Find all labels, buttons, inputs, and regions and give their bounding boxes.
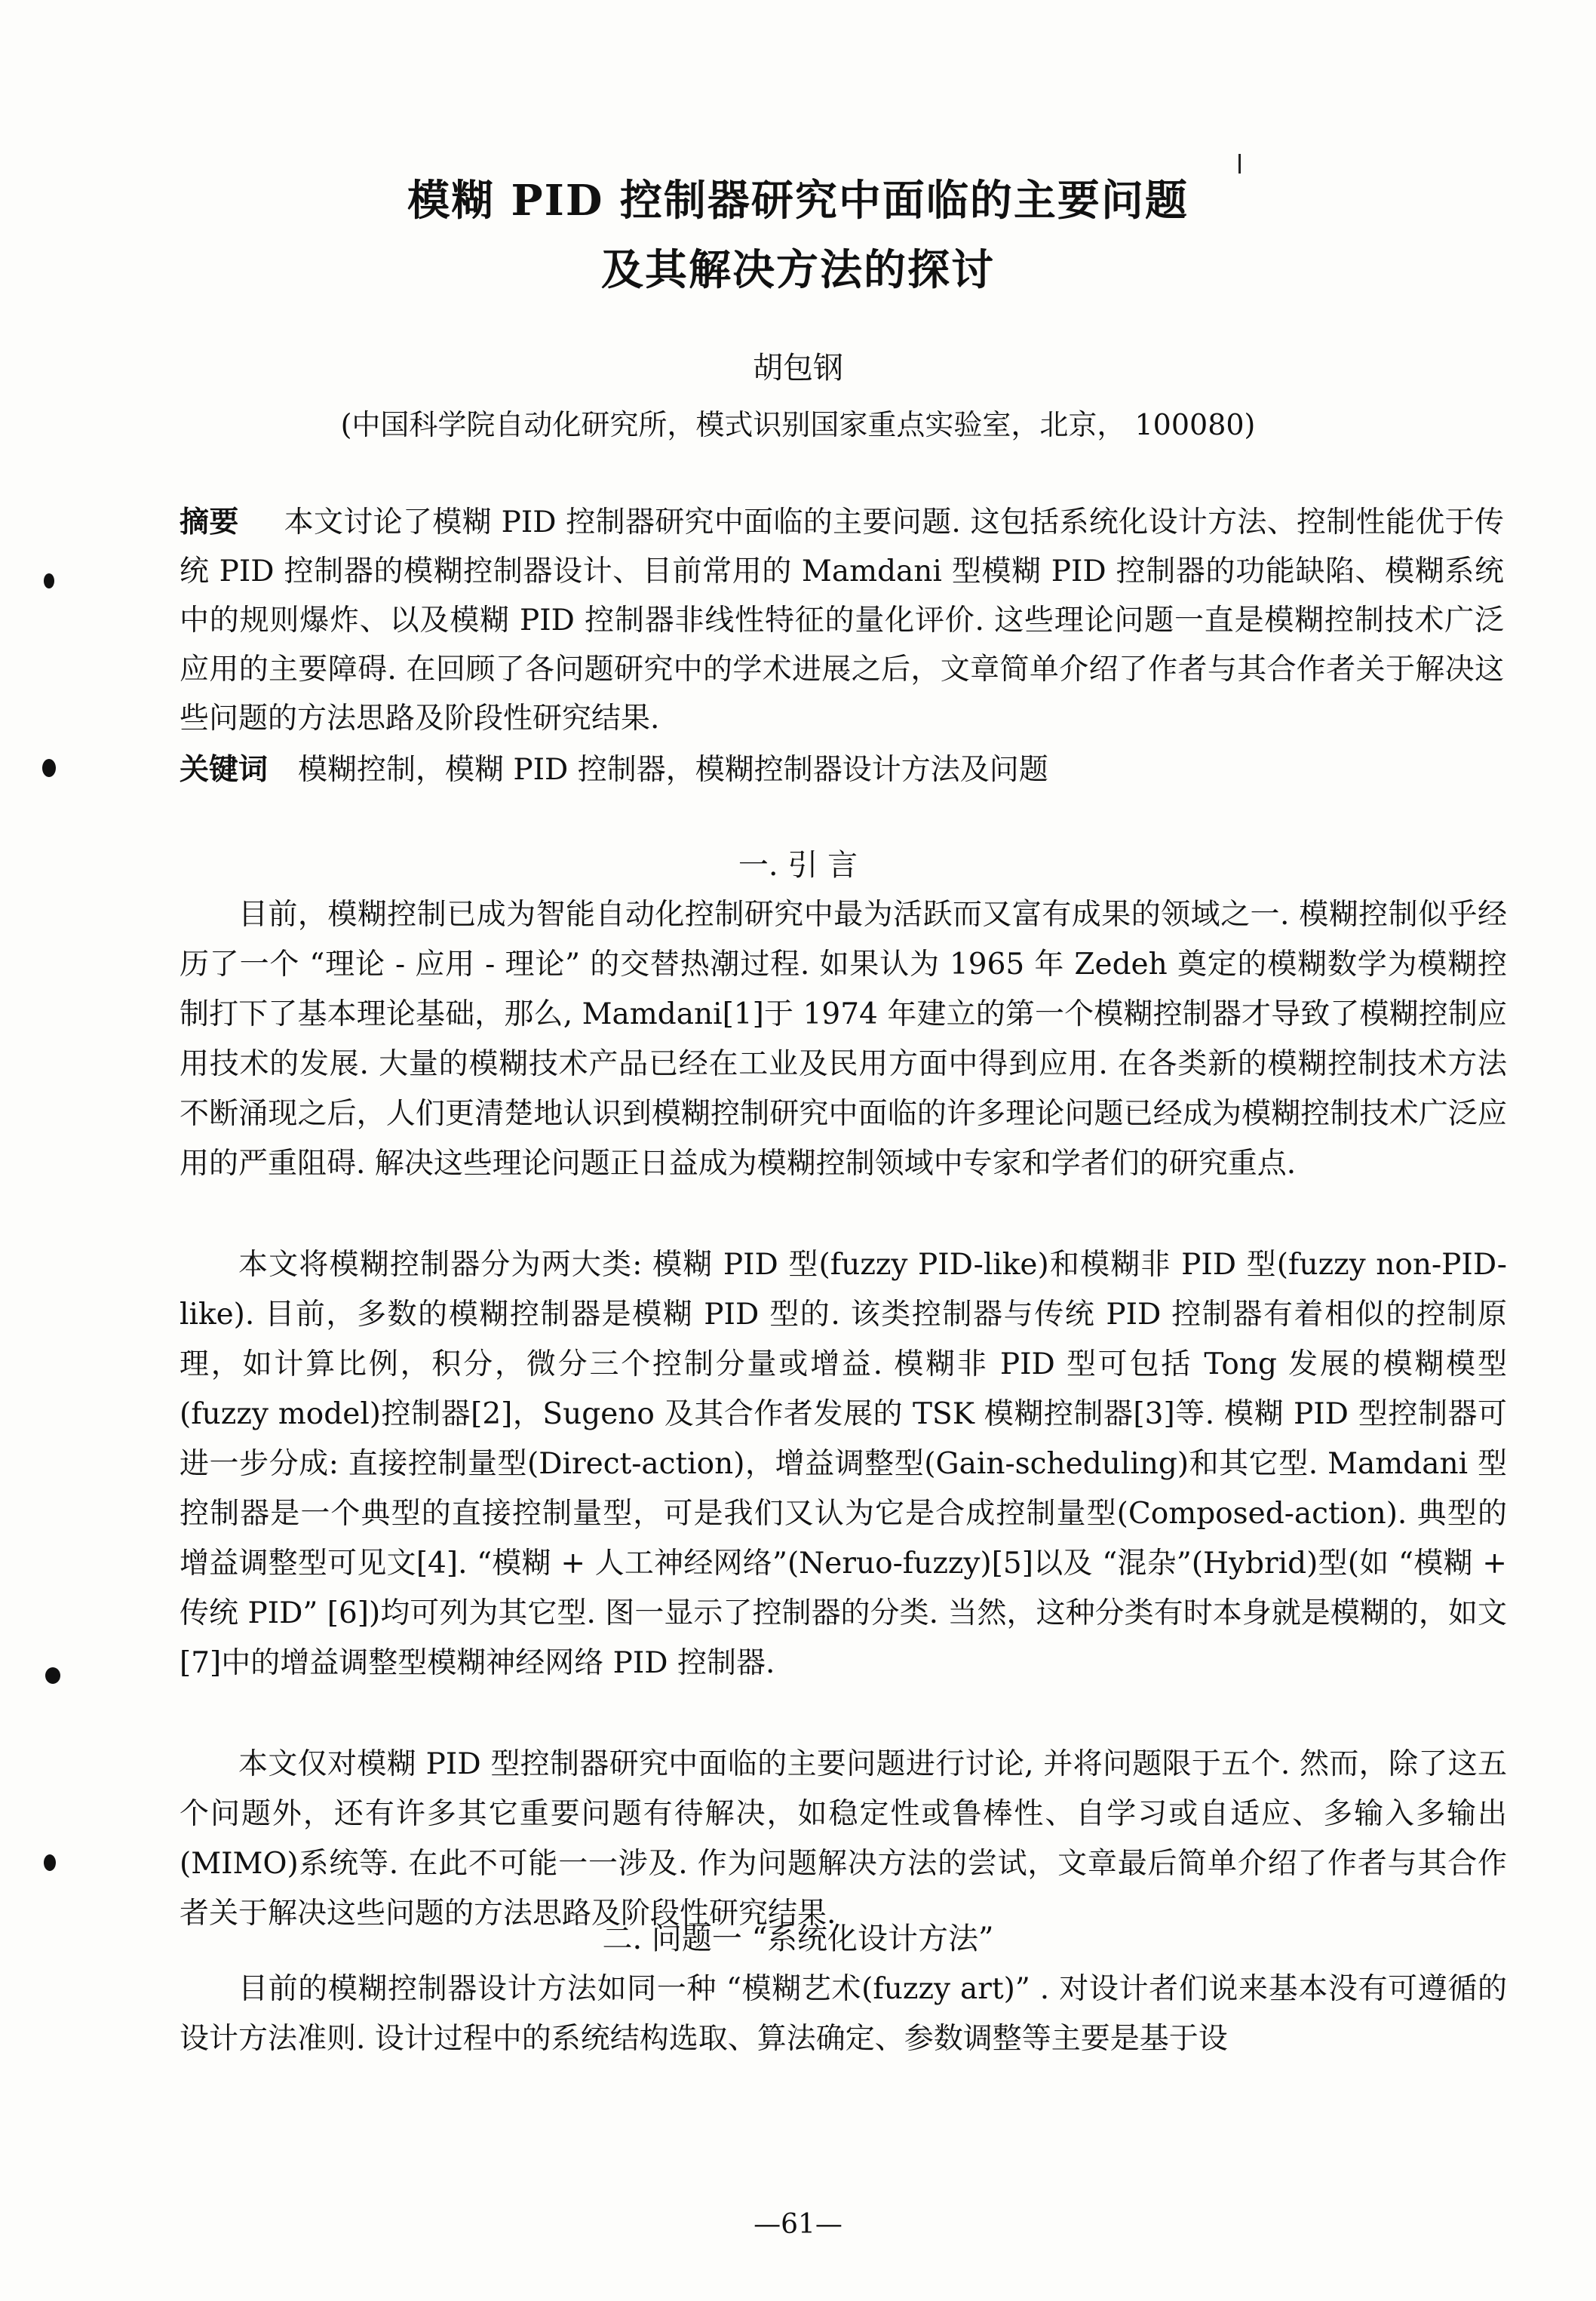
section-heading-introduction: 一. 引 言 (738, 848, 858, 883)
binding-hole-mark (44, 1854, 56, 1871)
keywords-text: 模糊控制，模糊 PID 控制器，模糊控制器设计方法及问题 (298, 753, 1048, 787)
body-paragraph: 目前，模糊控制已成为智能自动化控制研究中最为活跃而又富有成果的领域之一. 模糊控制似乎经历了一个 “理论 - 应用 - 理论” 的交替热潮过程. 如果认为 1965 年 Zedeh 奠定的模糊数学为模糊控制打下了基本理论基础，那么, Mamdani[1]于 1974 年建立的第一个模糊控制器才导致了模糊控制应用技术的发展. 大量的模糊技术产品已经在工业及民用方面中得到应用. 在各类新的模糊控制技术方法不断涌现之后，人们更清楚地认识到模糊控制研究中面临的许多理论问题已经成为模糊控制技术广泛应用的严重阻碍. 解决这些理论问题正日益成为模糊控制领域中专家和学者们的研究重点. (180, 898, 1507, 1181)
binding-hole-mark (42, 759, 56, 777)
author-affiliation: (中国科学院自动化研究所，模式识别国家重点实验室，北京， 100080) (340, 408, 1256, 441)
binding-hole-mark (45, 1667, 60, 1684)
keywords-label: 关键词 (180, 752, 269, 787)
binding-hole-mark (44, 573, 54, 588)
paper-title-line1: 模糊 PID 控制器研究中面临的主要问题 (407, 176, 1189, 226)
keywords (180, 745, 1504, 794)
abstract-text: 本文讨论了模糊 PID 控制器研究中面临的主要问题. 这包括系统化设计方法、控制性能优于传统 PID 控制器的模糊控制器设计、目前常用的 Mamdani 型模糊 PID 控制器的功能缺陷、模糊系统中的规则爆炸、以及模糊 PID 控制器非线性特征的量化评价. 这些理论问题一直是模糊控制技术广泛应用的主要障碍. 在回顾了各问题研究中的学术进展之后，文章简单介绍了作者与其合作者关于解决这些问题的方法思路及阶段性研究结果. (180, 505, 1505, 736)
paper-title-line2: 及其解决方法的探讨 (601, 245, 995, 295)
body-paragraph: 目前的模糊控制器设计方法如同一种 “模糊艺术(fuzzy art)” . 对设计者们说来基本没有可遵循的设计方法准则. 设计过程中的系统结构选取、算法确定、参数调整等主要是基于设 (180, 1972, 1507, 2056)
body-paragraph: 本文仅对模糊 PID 型控制器研究中面临的主要问题进行讨论, 并将问题限于五个. 然而，除了这五个问题外，还有许多其它重要问题有待解决，如稳定性或鲁棒性、自学习或自适应、多输入多输出(MIMO)系统等. 在此不可能一一涉及. 作为问题解决方法的尝试，文章最后简单介绍了作者与其合作者关于解决这些问题的方法思路及阶段性研究结果. (180, 1747, 1507, 1931)
author-name: 胡包钢 (753, 351, 843, 386)
body-paragraph: 本文将模糊控制器分为两大类: 模糊 PID 型(fuzzy PID-like)和模糊非 PID 型(fuzzy non-PID-like). 目前，多数的模糊控制器是模糊 PID 型的. 该类控制器与传统 PID 控制器有着相似的控制原理，如计算比例，积分，微分三个控制分量或增益. 模糊非 PID 型可包括 Tong 发展的模糊模型(fuzzy model)控制器[2]，Sugeno 及其合作者发展的 TSK 模糊控制器[3]等. 模糊 PID 型控制器可进一步分成: 直接控制量型(Direct-action)，增益调整型(Gain-scheduling)和其它型. Mamdani 型控制器是一个典型的直接控制量型，可是我们又认为它是合成控制量型(Composed-action). 典型的增益调整型可见文[4]. “模糊 + 人工神经网络”(Neruo-fuzzy)[5]以及 “混杂”(Hybrid)型(如 “模糊 + 传统 PID” [6])均可列为其它型. 图一显示了控制器的分类. 当然，这种分类有时本身就是模糊的，如文[7]中的增益调整型模糊神经网络 PID 控制器. (180, 1248, 1507, 1680)
page-number: —61— (753, 2209, 843, 2240)
section-heading-problem-one: 二. 问题一 “系统化设计方法” (602, 1922, 994, 1956)
abstract-label: 摘要 (180, 505, 239, 539)
abstract (180, 498, 1504, 743)
